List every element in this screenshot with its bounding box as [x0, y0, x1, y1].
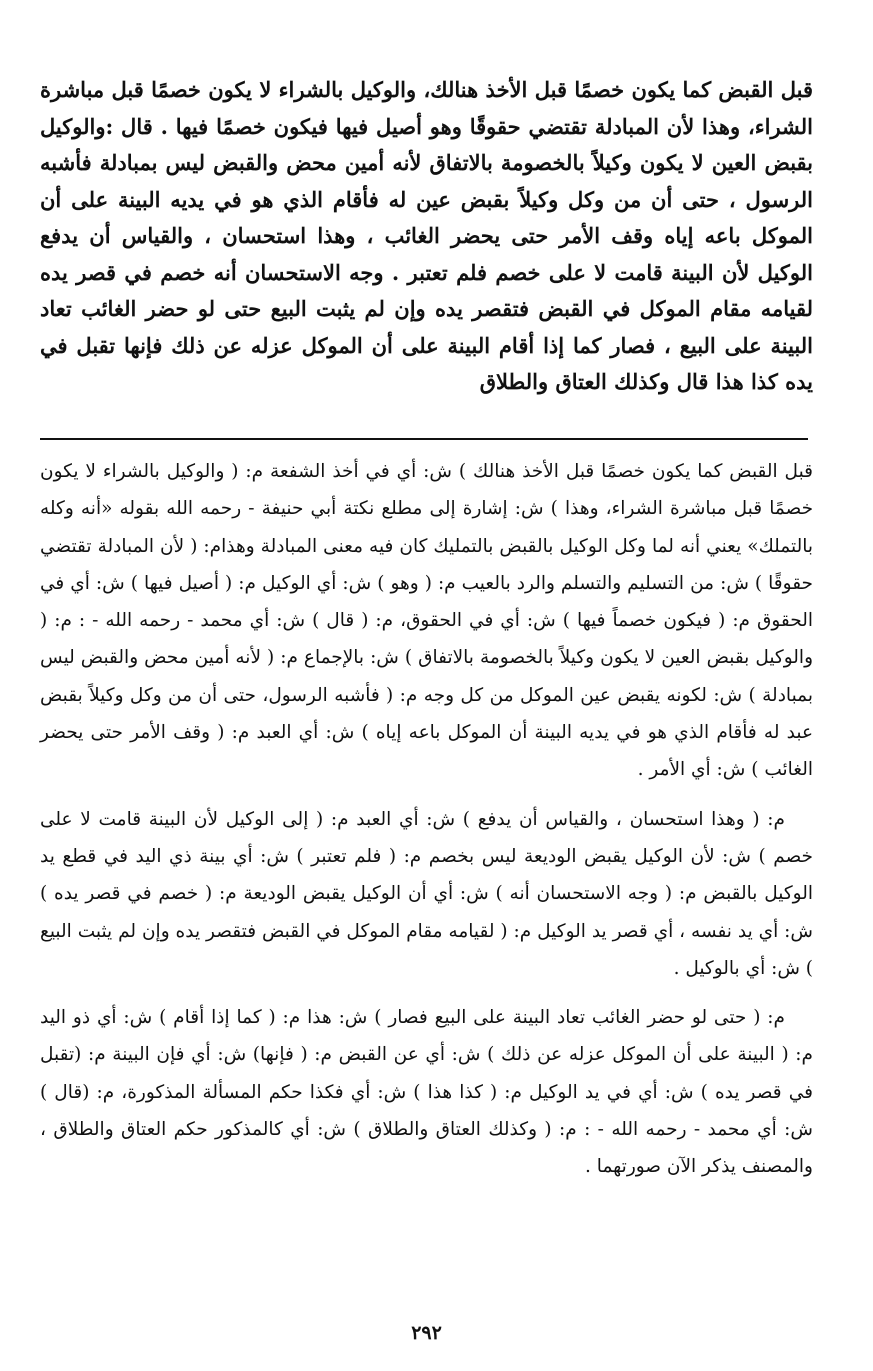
commentary-paragraph-1: قبل القبض كما يكون خصمًا قبل الأخذ هنالك ) ش: أي في أخذ الشفعة م: ( والوكيل بالشراء لا يكون خصمًا قبل مباشرة الشراء، وهذا ) ش: إشارة إلى مطلع نكتة أبي حنيفة - رحمه الله بقوله «أنه وكله بالتملك» يعني أنه لما وكل الوكيل بالقبض بالتمليك كان فيه معنى المبادلة وهذام: ( لأن المبادلة تقتضي حقوقًا ) ش: من التسليم والتسلم والرد بالعيب م: ( وهو ) ش: أي الوكيل م: ( أصيل فيها ) ش: أي في الحقوق م: ( فيكون خصماً فيها ) ش: أي في الحقوق، م: ( قال ) ش: أي محمد - رحمه الله - : م: ( والوكيل بقبض العين لا يكون وكيلاً بالخصومة بالاتفاق ) ش: بالإجماع م: ( لأنه أمين محض والقبض ليس بمبادلة ) ش: لكونه يقبض عين الموكل من كل وجه م: ( فأشبه الرسول، حتى أن من وكل وكيلاً بقبض عبد له فأقام الذي هو في يديه البينة أن الموكل باعه إياه ) ش: أي العبد م: ( وقف الأمر حتى يحضر الغائب ) ش: أي الأمر .	[40, 461, 813, 781]
commentary-paragraph-2: م: ( وهذا استحسان ، والقياس أن يدفع ) ش: أي العبد م: ( إلى الوكيل لأن البينة قامت لا على خصم ) ش: لأن الوكيل يقبض الوديعة ليس بخصم م: ( فلم تعتبر ) ش: أي بينة ذي اليد في قطع يد الوكيل بالقبض م: ( وجه الاستحسان أنه ) ش: أي أن الوكيل يقبض الوديعة م: ( خصم في قصر يده ) ش: أي يد نفسه ، أي قصر يد الوكيل م: ( لقيامه مقام الموكل في القبض فتقصر يده وإن لم يثبت البيع ) ش: أي بالوكيل .	[40, 808, 813, 979]
main-text: قبل القبض كما يكون خصمًا قبل الأخذ هنالك، والوكيل بالشراء لا يكون خصمًا قبل مباشرة الشراء، وهذا لأن المبادلة تقتضي حقوقًا وهو أصيل فيها فيكون خصمًا فيها . قال :والوكيل بقبض العين لا يكون وكيلاً بالخصومة بالاتفاق لأنه أمين محض والقبض ليس بمبادلة فأشبه الرسول ، حتى أن من وكل وكيلاً بقبض عين له فأقام الذي هو في يديه البينة على أن الموكل باعه إياه وقف الأمر حتى يحضر الغائب ، وهذا استحسان ، والقياس أن يدفع الوكيل لأن البينة قامت لا على خصم فلم تعتبر . وجه الاستحسان أنه خصم في قصر يده لقيامه مقام الموكل في القبض فتقصر يده وإن لم يثبت البيع حتى لو حضر الغائب تعاد البينة على البيع ، فصار كما إذا أقام البينة على أن الموكل عزله عن ذلك فإنها تقبل في يده كذا هذا قال وكذلك العتاق والطلاق	[40, 77, 813, 394]
commentary	[40, 453, 813, 1186]
commentary-paragraph-3: م: ( حتى لو حضر الغائب تعاد البينة على البيع فصار ) ش: هذا م: ( كما إذا أقام ) ش: أي ذو اليد م: ( البينة على أن الموكل عزله عن ذلك ) ش: أي عن القبض م: ( فإنها) ش: أي فإن البينة م: (تقبل في قصر يده ) ش: أي في يد الوكيل م: ( كذا هذا ) ش: أي فكذا حكم المسألة المذكورة، م: (قال ) ش: أي محمد - رحمه الله - : م: ( وكذلك العتاق والطلاق ) ش: أي كالمذكور حكم العتاق والطلاق ، والمصنف يذكر الآن صورتهما .	[40, 1007, 813, 1178]
page-number: ٢٩٢	[411, 1322, 442, 1344]
footnote-divider	[40, 438, 808, 440]
book-page	[40, 60, 813, 1371]
